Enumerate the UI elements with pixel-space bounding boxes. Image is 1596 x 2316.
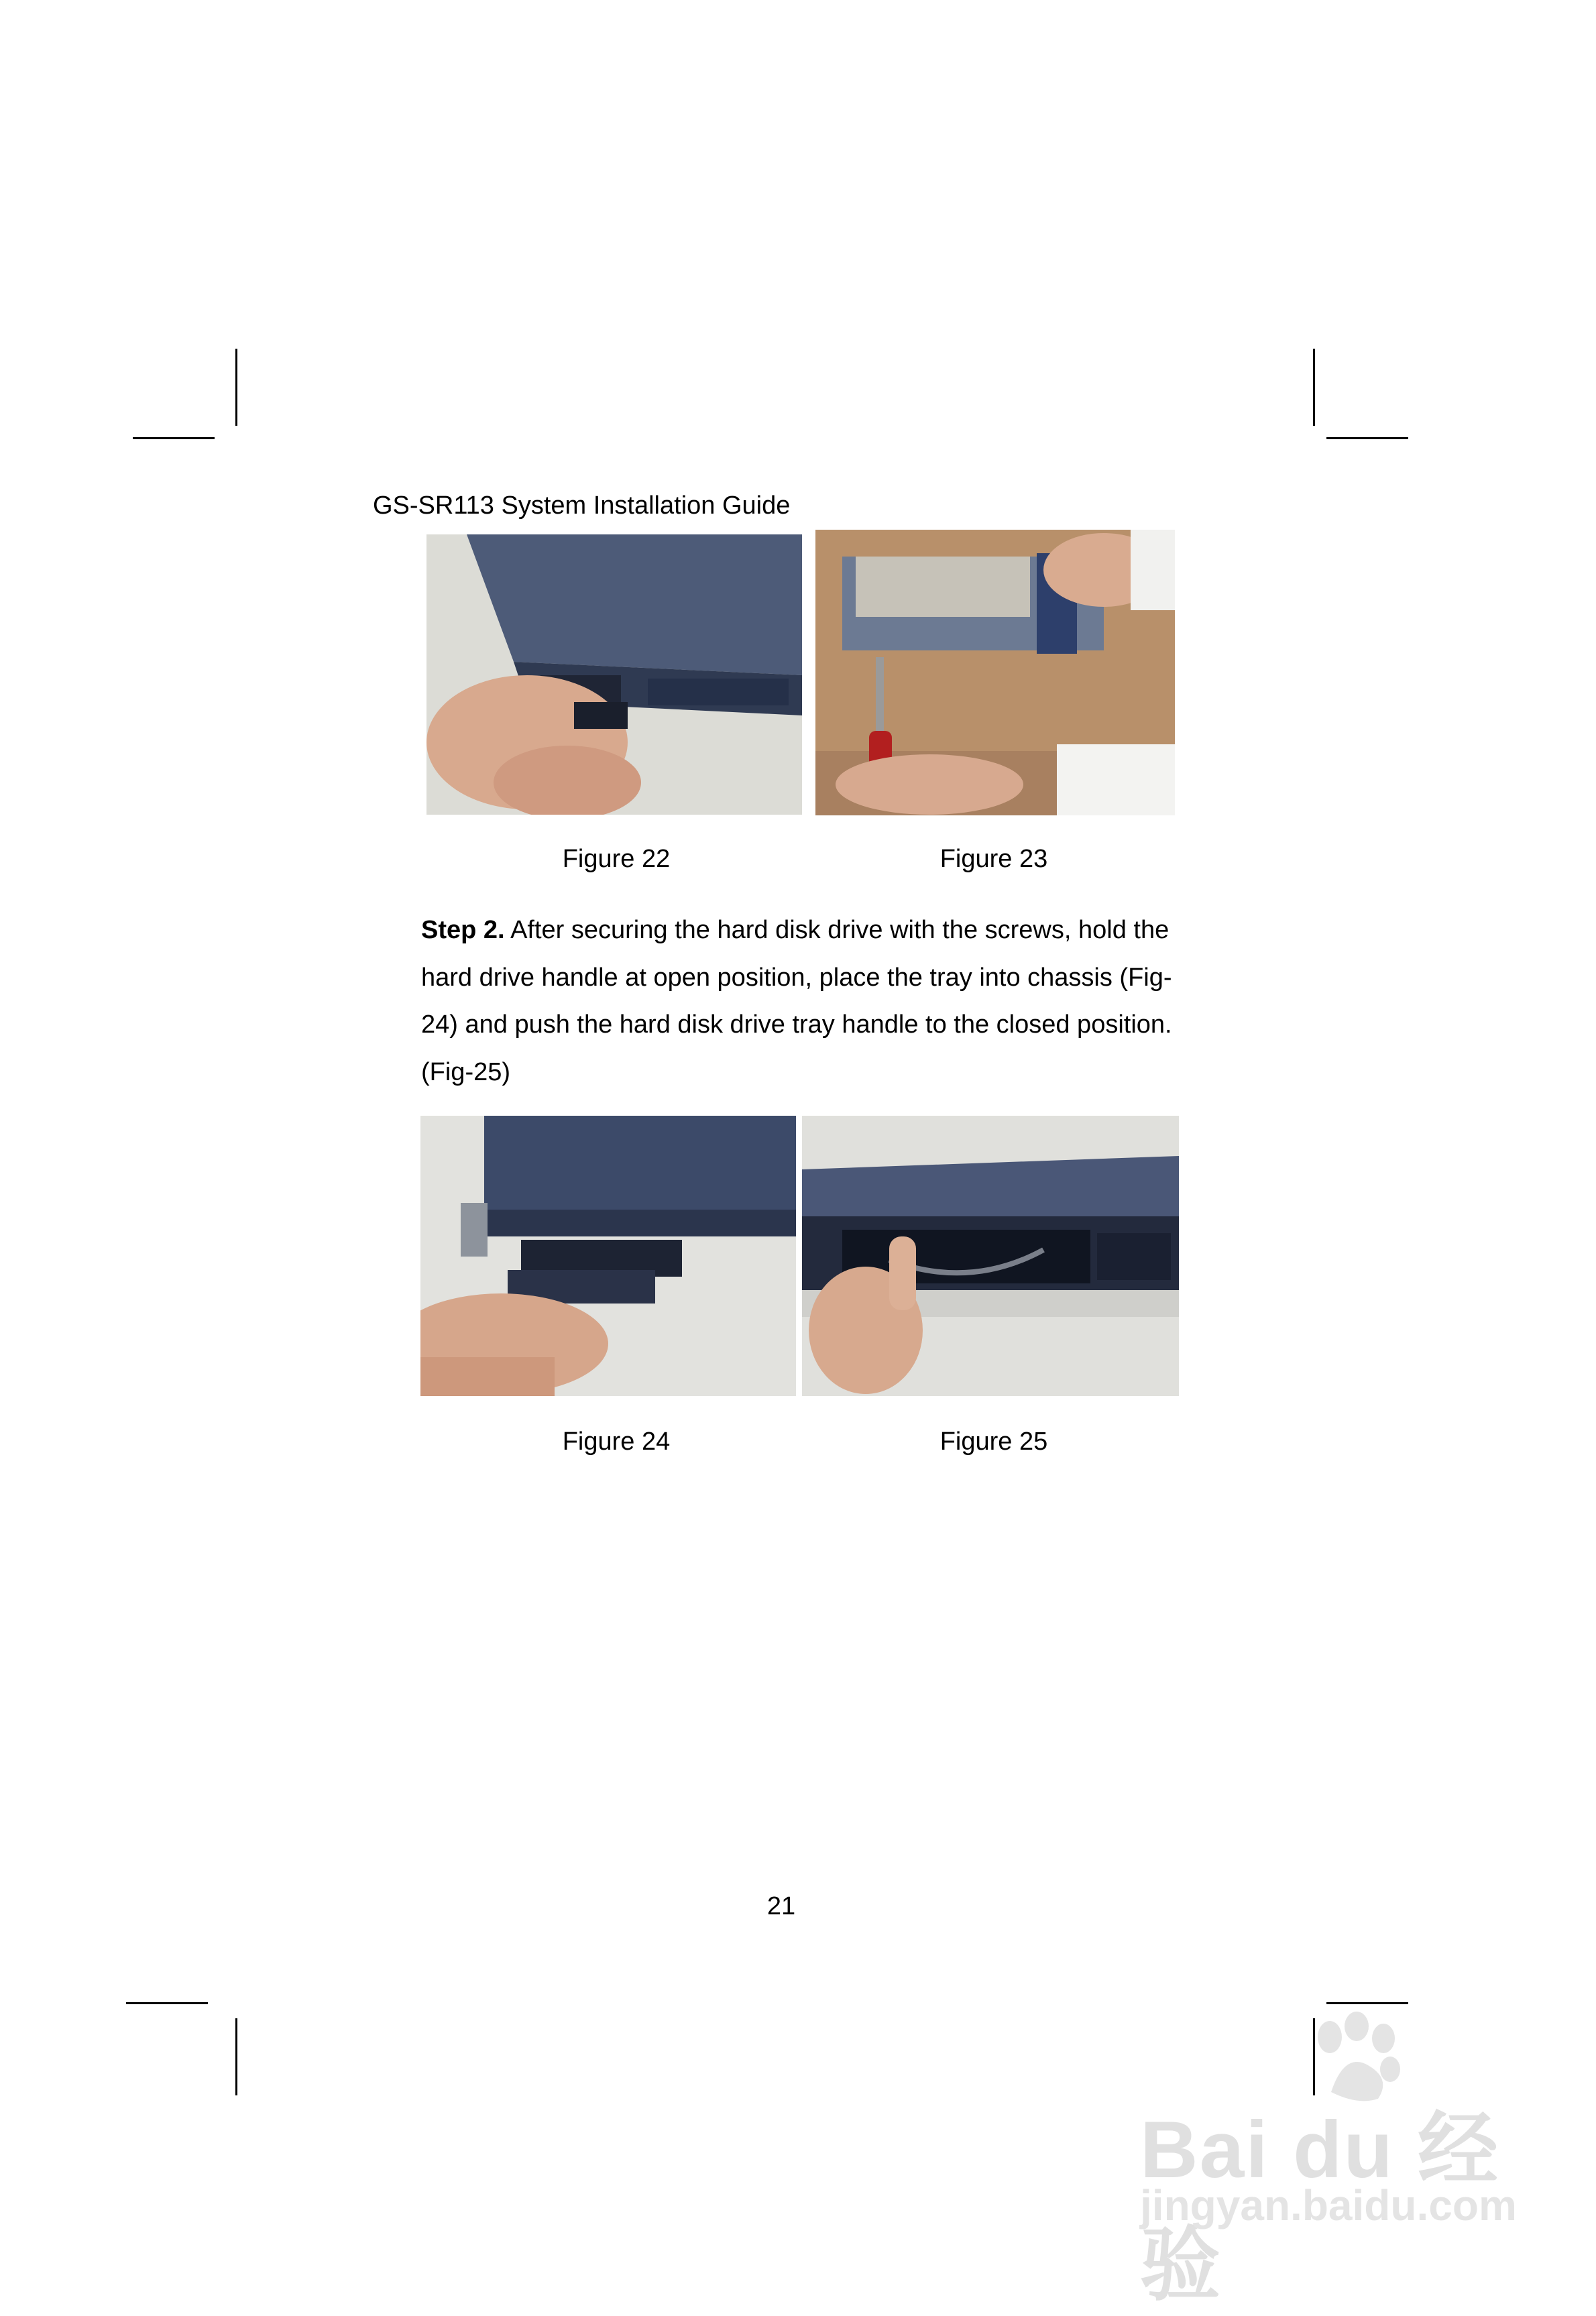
step-text: After securing the hard disk drive with the screws, hold the hard drive handle at open position, place the tray into chassis (Fig-24) and push the hard disk drive tray handle to the closed position. (Fig-25) (421, 916, 1172, 1086)
crop-mark-top-right-horizontal (1326, 437, 1408, 439)
page-header-title: GS-SR113 System Installation Guide (373, 491, 791, 520)
watermark-brand: Bai du 经验 (1140, 2105, 1500, 2310)
step-label: Step 2. (421, 916, 505, 944)
page-number: 21 (766, 1892, 796, 1920)
crop-mark-top-right-vertical (1313, 349, 1315, 426)
crop-mark-bottom-left-horizontal (126, 2002, 208, 2004)
figure-24-caption: Figure 24 (562, 1428, 671, 1456)
figure-22-caption: Figure 22 (562, 845, 671, 873)
figure-23-caption: Figure 23 (939, 845, 1048, 873)
figure-25-photo (802, 1116, 1179, 1396)
step-2-paragraph (421, 907, 1199, 1096)
watermark-url: jingyan.baidu.com (1140, 2181, 1517, 2230)
baidu-watermark (1140, 2012, 1542, 2310)
crop-mark-bottom-left-vertical (235, 2018, 237, 2095)
crop-mark-bottom-right-horizontal (1326, 2002, 1408, 2004)
figure-25-caption: Figure 25 (939, 1428, 1048, 1456)
figure-23-photo (815, 530, 1175, 815)
figure-22-photo (426, 534, 802, 815)
figure-24-photo (420, 1116, 796, 1396)
crop-mark-top-left-horizontal (133, 437, 215, 439)
crop-mark-top-left-vertical (235, 349, 237, 426)
